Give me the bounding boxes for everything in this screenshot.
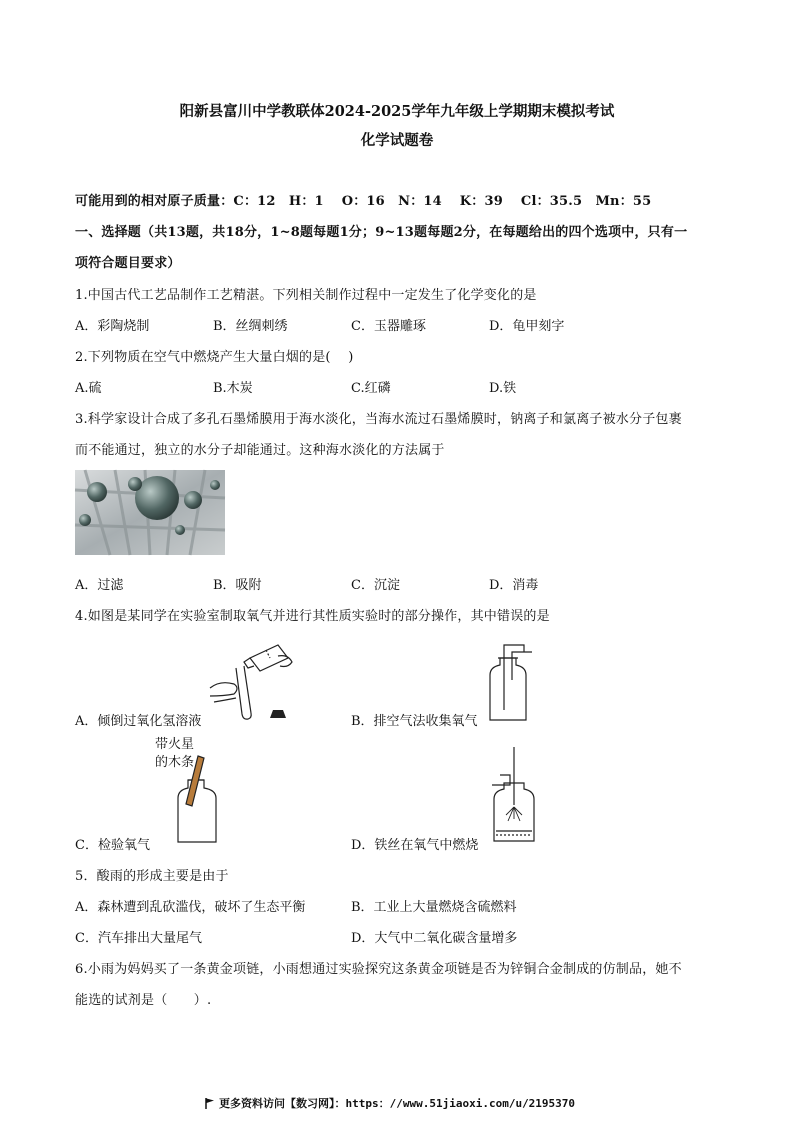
q4-option-d[interactable]: D．铁丝在氧气中燃烧	[351, 838, 479, 853]
section-heading-cont: 项符合题目要求）	[75, 256, 181, 271]
q2-option-d[interactable]: D.铁	[489, 381, 517, 396]
iron-wire-combustion-figure	[484, 745, 544, 845]
atomic-masses: 可能用到的相对原子质量：C：12 H：1 O：16 N：14 K：39 Cl：35.5 Mn：55	[75, 194, 652, 209]
flag-icon	[205, 1098, 215, 1109]
q5-option-d[interactable]: D．大气中二氧化碳含量增多	[351, 931, 518, 946]
section-heading: 一、选择题（共13题，共18分，1~8题每题1分；9~13题每题2分，在每题给出的四个选项中，只有一	[75, 225, 688, 240]
q4-option-b[interactable]: B．排空气法收集氧气	[351, 714, 478, 729]
pouring-liquid-figure	[208, 640, 298, 725]
question-5-stem: 5．酸雨的形成主要是由于	[75, 869, 229, 884]
footer	[205, 1095, 575, 1111]
exam-title: 阳新县富川中学教联体2024-2025学年九年级上学期期末模拟考试	[179, 103, 615, 120]
q4-option-c[interactable]: C．检验氧气	[75, 838, 150, 853]
q1-option-a[interactable]: A．彩陶烧制	[75, 319, 150, 334]
q1-option-c[interactable]: C．玉器雕琢	[351, 319, 426, 334]
q5-option-a[interactable]: A．森林遭到乱砍滥伐，破坏了生态平衡	[75, 900, 306, 915]
question-6-stem-cont: 能选的试剂是（ ）.	[75, 993, 212, 1008]
q4-option-a[interactable]: A．倾倒过氧化氢溶液	[75, 714, 202, 729]
glowing-splint-label: 带火星 的木条	[155, 737, 195, 770]
q2-option-c[interactable]: C.红磷	[351, 381, 391, 396]
gas-collection-bottle-figure	[480, 640, 540, 725]
exam-subtitle: 化学试题卷	[360, 132, 434, 149]
oxygen-test-figure	[170, 750, 230, 850]
footer-link[interactable]: 更多资料访问【数习网】：https：//www.51jiaoxi.com/u/2195370	[219, 1097, 576, 1110]
q2-option-a[interactable]: A.硫	[75, 381, 102, 396]
q1-option-d[interactable]: D．龟甲刻字	[489, 319, 565, 334]
q3-option-a[interactable]: A．过滤	[75, 578, 124, 593]
q3-option-b[interactable]: B．吸附	[213, 578, 262, 593]
question-3-stem-cont: 而不能通过，独立的水分子却能通过。这种海水淡化的方法属于	[75, 443, 445, 458]
q3-option-c[interactable]: C．沉淀	[351, 578, 400, 593]
q5-option-b[interactable]: B．工业上大量燃烧含硫燃料	[351, 900, 517, 915]
question-1-stem: 1.中国古代工艺品制作工艺精湛。下列相关制作过程中一定发生了化学变化的是	[75, 288, 537, 303]
graphene-membrane-image	[75, 470, 225, 555]
q3-option-d[interactable]: D．消毒	[489, 578, 539, 593]
question-4-stem: 4.如图是某同学在实验室制取氧气并进行其性质实验时的部分操作，其中错误的是	[75, 609, 550, 624]
question-2-stem: 2.下列物质在空气中燃烧产生大量白烟的是( )	[75, 350, 354, 365]
q2-option-b[interactable]: B.木炭	[213, 381, 253, 396]
question-6-stem: 6.小雨为妈妈买了一条黄金项链，小雨想通过实验探究这条黄金项链是否为锌铜合金制成的仿制品，她不	[75, 962, 682, 977]
question-3-stem: 3.科学家设计合成了多孔石墨烯膜用于海水淡化，当海水流过石墨烯膜时，钠离子和氯离子被水分子包裹	[75, 412, 682, 427]
q1-option-b[interactable]: B．丝绸刺绣	[213, 319, 288, 334]
q5-option-c[interactable]: C．汽车排出大量尾气	[75, 931, 202, 946]
